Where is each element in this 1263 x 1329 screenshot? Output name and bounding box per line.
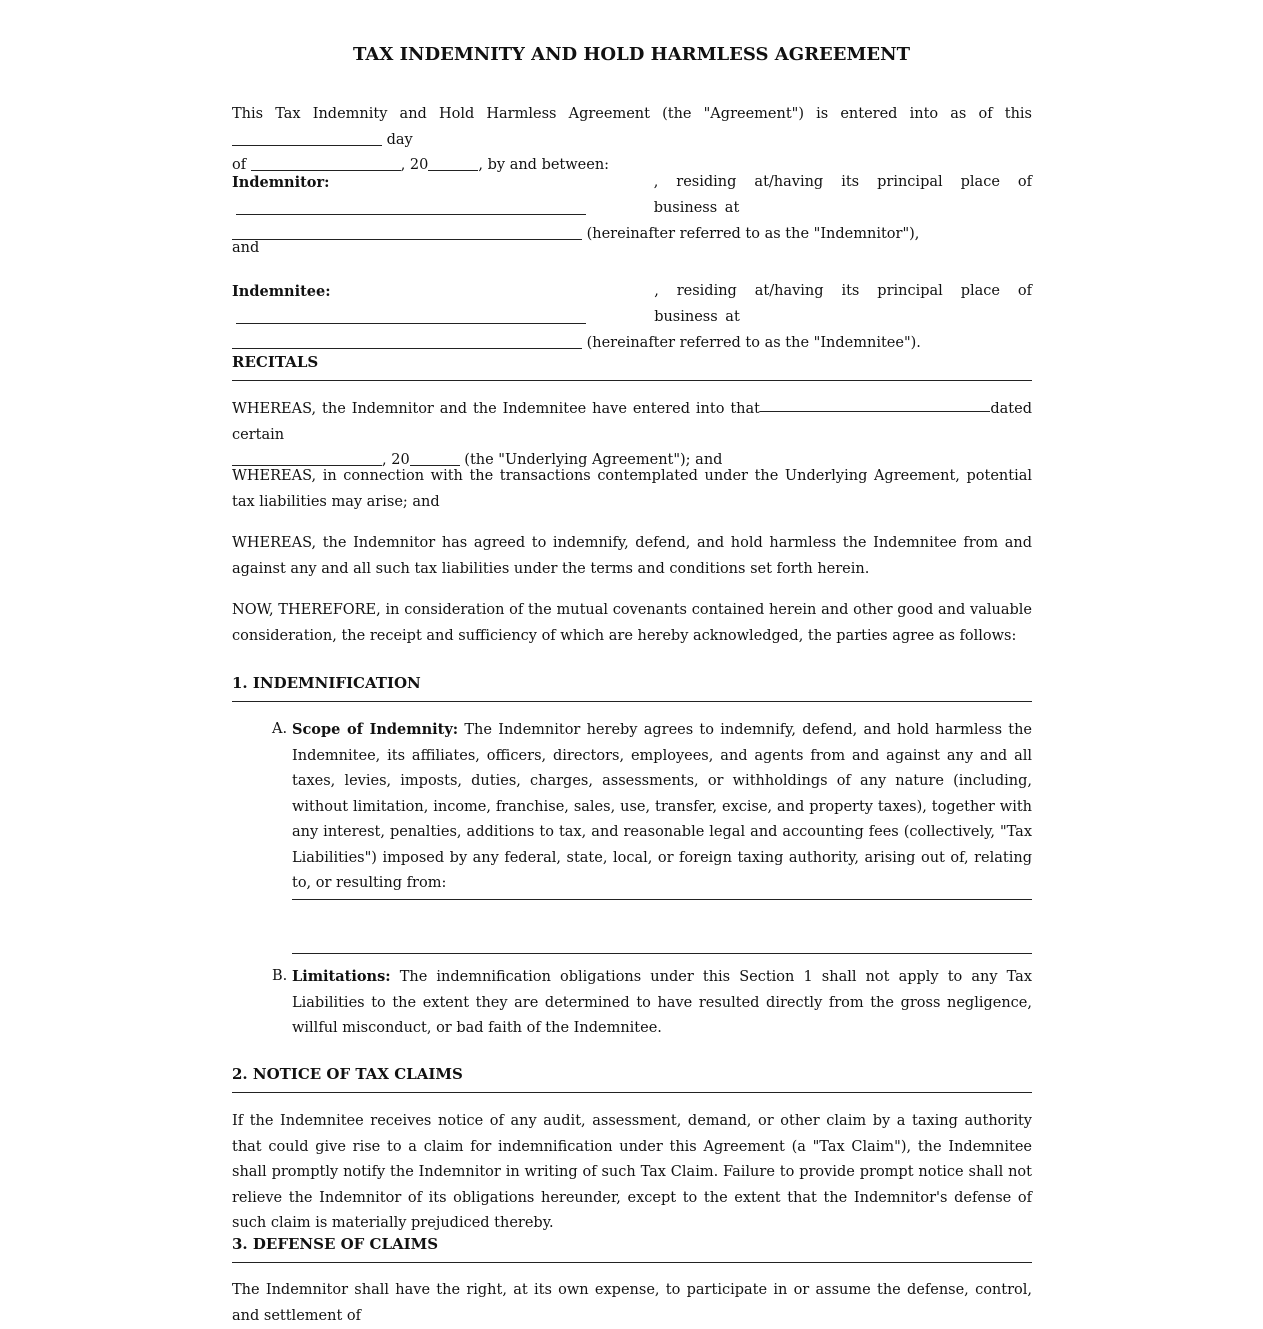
recitals-heading: RECITALS bbox=[232, 353, 1032, 381]
indemnitee-paragraph bbox=[232, 279, 1032, 357]
indemnitor-label: Indemnitor: bbox=[232, 174, 330, 191]
indemnitee-label: Indemnitee: bbox=[232, 283, 331, 300]
item-b-text: The indemnification obligations under this Section 1 shall not apply to any Tax Liabilities to the extent they are determined to have resulted directly from the gross negligence, willful misconduct, or bad faith of the Indemnitee. bbox=[292, 969, 1033, 1036]
intro-day: day bbox=[386, 131, 413, 148]
year-blank[interactable] bbox=[428, 156, 478, 171]
intro-between: , by and between: bbox=[478, 157, 610, 173]
intro-comma20: , 20 bbox=[400, 157, 429, 173]
indemnitor-referred: (hereinafter referred to as the "Indemnitor"), bbox=[586, 226, 920, 242]
whereas-3: WHEREAS, the Indemnitor has agreed to indemnify, defend, and hold harmless the Indemnitee from and against any and all such tax liabilities under the terms and conditions set forth herein. bbox=[232, 535, 1032, 577]
indemnitor-name-blank[interactable] bbox=[236, 200, 586, 215]
intro-text: This Tax Indemnity and Hold Harmless Agreement (the "Agreement") is entered into as of this bbox=[232, 106, 1032, 122]
section-1-item-b bbox=[272, 964, 1032, 1042]
underlying-agreement-blank[interactable] bbox=[760, 397, 990, 412]
document-title: TAX INDEMNITY AND HOLD HARMLESS AGREEMENT bbox=[353, 44, 910, 65]
indemnitee-referred: (hereinafter referred to as the "Indemnitee"). bbox=[586, 335, 921, 351]
day-blank[interactable] bbox=[232, 131, 382, 146]
section-1-item-a bbox=[272, 717, 1032, 897]
section-2-text: If the Indemnitee receives notice of any audit, assessment, demand, or other claim by a taxing authority that could give rise to a claim for indemnification under this Agreement (a "Tax Claim"), the Indemnitee shall promptly notify the Indemnitor in writing of such Tax Claim. Failure to provide prompt notice shall not relieve the Indemnitor of its obligations hereunder, except to the extent that the Indemnitor's defense of such claim is materially prejudiced thereby. bbox=[232, 1113, 1032, 1231]
and-text: and bbox=[232, 240, 260, 256]
whereas-1-text: WHEREAS, the Indemnitor and the Indemnitee have entered into that certain bbox=[232, 401, 760, 443]
item-b-letter: B. bbox=[272, 968, 288, 984]
whereas-1-end: (the "Underlying Agreement"); and bbox=[464, 452, 723, 468]
section-3-text: The Indemnitor shall have the right, at its own expense, to participate in or assume the defense, control, and settlement of bbox=[232, 1282, 1032, 1324]
month-blank[interactable] bbox=[251, 156, 401, 171]
intro-paragraph bbox=[232, 102, 1032, 179]
item-a-text: The Indemnitor hereby agrees to indemnify, defend, and hold harmless the Indemnitee, its affiliates, officers, directors, employees, and agents from and against any and all taxes, levies, imposts, duties, charges, assessments, or withholdings of any nature (including, without limitation, income, franchise, sales, use, transfer, excise, and property taxes), together with any interest, penalties, additions to tax, and reasonable legal and accounting fees (collectively, "Tax Liabilities") imposed by any federal, state, local, or foreign taxing authority, arising out of, relating to, or resulting from: bbox=[292, 722, 1032, 891]
item-a-letter: A. bbox=[272, 721, 288, 737]
item-b-label: Limitations: bbox=[292, 968, 391, 985]
whereas-1-dated: dated bbox=[990, 401, 1032, 417]
item-a-label: Scope of Indemnity: bbox=[292, 721, 459, 738]
indemnitor-residing: , residing at/having its principal place of business at bbox=[653, 174, 1032, 216]
indemnitee-residing: , residing at/having its principal place of business at bbox=[654, 283, 1032, 325]
whereas-1-comma20: , 20 bbox=[382, 452, 410, 468]
scope-fill-line-1[interactable] bbox=[292, 899, 1032, 900]
indemnitee-address-blank[interactable] bbox=[232, 334, 582, 349]
indemnitee-name-blank[interactable] bbox=[236, 309, 586, 324]
section-3-heading: 3. DEFENSE OF CLAIMS bbox=[232, 1235, 1032, 1263]
intro-of: of bbox=[232, 157, 247, 173]
whereas-1 bbox=[232, 397, 1032, 474]
section-1-heading: 1. INDEMNIFICATION bbox=[232, 674, 1032, 702]
scope-fill-line-2[interactable] bbox=[292, 953, 1032, 954]
now-therefore: NOW, THEREFORE, in consideration of the mutual covenants contained herein and other good and valuable consideration, the receipt and sufficiency of which are hereby acknowledged, the parties agree as follows: bbox=[232, 602, 1032, 644]
whereas-2: WHEREAS, in connection with the transactions contemplated under the Underlying Agreement, potential tax liabilities may arise; and bbox=[232, 468, 1032, 510]
section-2-heading: 2. NOTICE OF TAX CLAIMS bbox=[232, 1065, 1032, 1093]
